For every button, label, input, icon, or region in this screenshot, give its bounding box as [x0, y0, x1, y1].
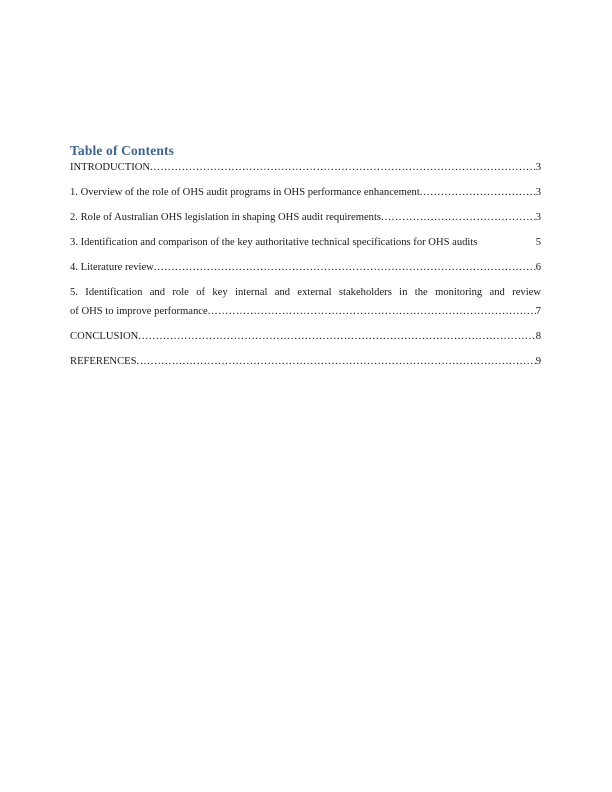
toc-entry[interactable]: [70, 330, 541, 344]
toc-entry[interactable]: [70, 211, 541, 225]
toc-entry-page: 7: [535, 306, 541, 317]
toc-leader-dots: [154, 261, 536, 275]
toc-leader-dots: [138, 330, 535, 344]
toc-entry-label: 4. Literature review: [70, 262, 154, 273]
toc-entry-label: REFERENCES: [70, 356, 137, 367]
toc-entry[interactable]: [70, 236, 541, 250]
toc-entry[interactable]: [70, 161, 541, 175]
toc-entry-page: 3: [535, 162, 541, 173]
toc-entry[interactable]: [70, 261, 541, 275]
table-of-contents: [70, 143, 541, 369]
toc-leader-dots: [208, 305, 536, 319]
toc-entry-label: 3. Identification and comparison of the key authoritative technical specifications for OHS audits: [70, 237, 478, 248]
toc-entry-label: CONCLUSION: [70, 331, 139, 342]
toc-entry-page: 9: [535, 356, 541, 367]
toc-entry[interactable]: [70, 355, 541, 369]
toc-entry-label: 1. Overview of the role of OHS audit programs in OHS performance enhancement: [70, 187, 420, 198]
toc-leader-dots: [137, 355, 536, 369]
toc-entry-page: 3: [535, 187, 541, 198]
toc-entry[interactable]: [70, 286, 541, 319]
toc-leader-dots: [420, 186, 536, 200]
toc-leader-dots: [381, 211, 536, 225]
toc-title: Table of Contents: [70, 143, 175, 158]
toc-entry-label-line2: of OHS to improve performance: [70, 306, 208, 317]
toc-leader-dots: [150, 161, 536, 175]
toc-entry-page: 3: [535, 212, 541, 223]
toc-entry-page: 8: [535, 331, 541, 342]
toc-entry-page: 5: [535, 237, 541, 248]
toc-entry-page: 6: [535, 262, 541, 273]
toc-entry[interactable]: [70, 186, 541, 200]
toc-entry-label-line1: 5. Identification and role of key internal and external stakeholders in the monitoring and review: [70, 287, 541, 298]
toc-entry-label: 2. Role of Australian OHS legislation in shaping OHS audit requirements: [70, 212, 382, 223]
toc-entry-label: INTRODUCTION: [70, 162, 151, 173]
